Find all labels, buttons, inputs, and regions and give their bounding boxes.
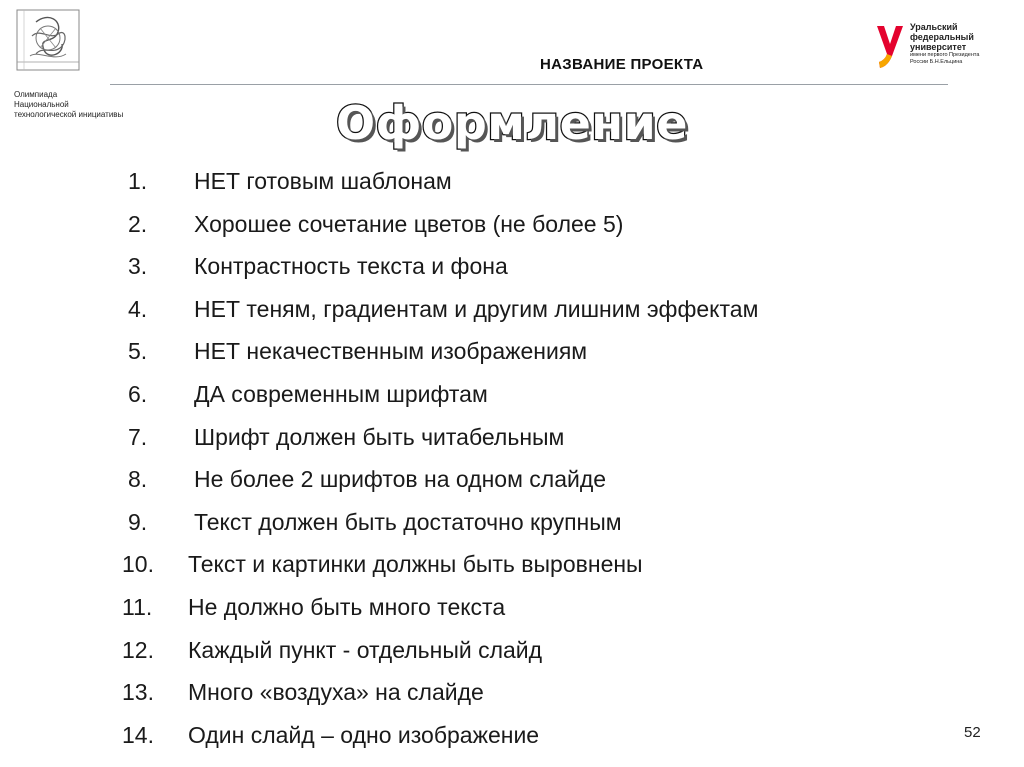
list-item-number: 2. xyxy=(128,210,148,237)
list-item-number: 9. xyxy=(128,508,148,535)
project-name: НАЗВАНИЕ ПРОЕКТА xyxy=(540,56,704,73)
list-item xyxy=(122,466,758,509)
list-item-number: 11. xyxy=(122,593,153,620)
list-item xyxy=(122,211,758,254)
list-item-number: 4. xyxy=(128,295,148,322)
urfu-caption-subline: России Б.Н.Ельцина xyxy=(910,59,963,65)
list-item-number: 12. xyxy=(122,636,154,663)
list-item xyxy=(122,338,758,381)
list-item xyxy=(122,296,758,339)
list-item-text: Каждый пункт - отдельный слайд xyxy=(188,636,543,663)
list-item-text: Текст должен быть достаточно крупным xyxy=(194,508,622,535)
list-item-number: 6. xyxy=(128,380,148,407)
olympiad-logo-icon xyxy=(14,6,84,76)
list-item xyxy=(122,594,758,637)
list-item-number: 13. xyxy=(122,679,154,706)
list-item-text: Один слайд – одно изображение xyxy=(188,721,540,748)
list-item-text: НЕТ некачественным изображениям xyxy=(194,338,588,365)
list-item-number: 1. xyxy=(128,168,148,194)
list-item-number: 8. xyxy=(128,466,148,493)
list-item-number: 10. xyxy=(122,551,154,578)
list-item xyxy=(122,637,758,680)
slide-title: Оформление xyxy=(336,96,688,150)
list-item-number: 3. xyxy=(128,253,148,280)
urfu-logo-icon xyxy=(874,22,906,72)
list-item-text: Много «воздуха» на слайде xyxy=(188,679,484,706)
list-item-text: Не более 2 шрифтов на одном слайде xyxy=(194,466,607,493)
list-item xyxy=(122,253,758,296)
olympiad-caption-line: технологической инициативы xyxy=(14,110,124,119)
list-item-text: Хорошее сочетание цветов (не более 5) xyxy=(194,210,624,237)
list-item-text: Не должно быть много текста xyxy=(188,593,506,620)
list-item-text: НЕТ готовым шаблонам xyxy=(194,168,452,194)
list-item-number: 14. xyxy=(122,721,154,748)
list-item xyxy=(122,168,758,211)
urfu-caption-line: Уральский xyxy=(910,22,958,32)
numbered-list xyxy=(122,168,758,764)
list-item xyxy=(122,679,758,722)
list-item-text: Шрифт должен быть читабельным xyxy=(194,423,565,450)
header-divider xyxy=(110,84,948,85)
list-item-number: 5. xyxy=(128,338,148,365)
list-item xyxy=(122,509,758,552)
list-item-text: НЕТ теням, градиентам и другим лишним эффектам xyxy=(194,295,759,322)
list-item-text: ДА современным шрифтам xyxy=(194,380,488,407)
list-item xyxy=(122,424,758,467)
urfu-caption-subline: имени первого Президента xyxy=(910,52,980,58)
olympiad-caption-line: Национальной xyxy=(14,100,69,109)
list-item-number: 7. xyxy=(128,423,148,450)
list-item xyxy=(122,722,758,765)
list-item-text: Текст и картинки должны быть выровнены xyxy=(188,551,643,578)
page-number: 52 xyxy=(964,724,981,741)
urfu-caption xyxy=(910,22,979,66)
list-item-text: Контрастность текста и фона xyxy=(194,253,508,280)
olympiad-caption-line: Олимпиада xyxy=(14,90,58,99)
list-item xyxy=(122,381,758,424)
urfu-caption-line: университет xyxy=(910,42,967,52)
list-item xyxy=(122,551,758,594)
urfu-caption-line: федеральный xyxy=(910,32,974,42)
